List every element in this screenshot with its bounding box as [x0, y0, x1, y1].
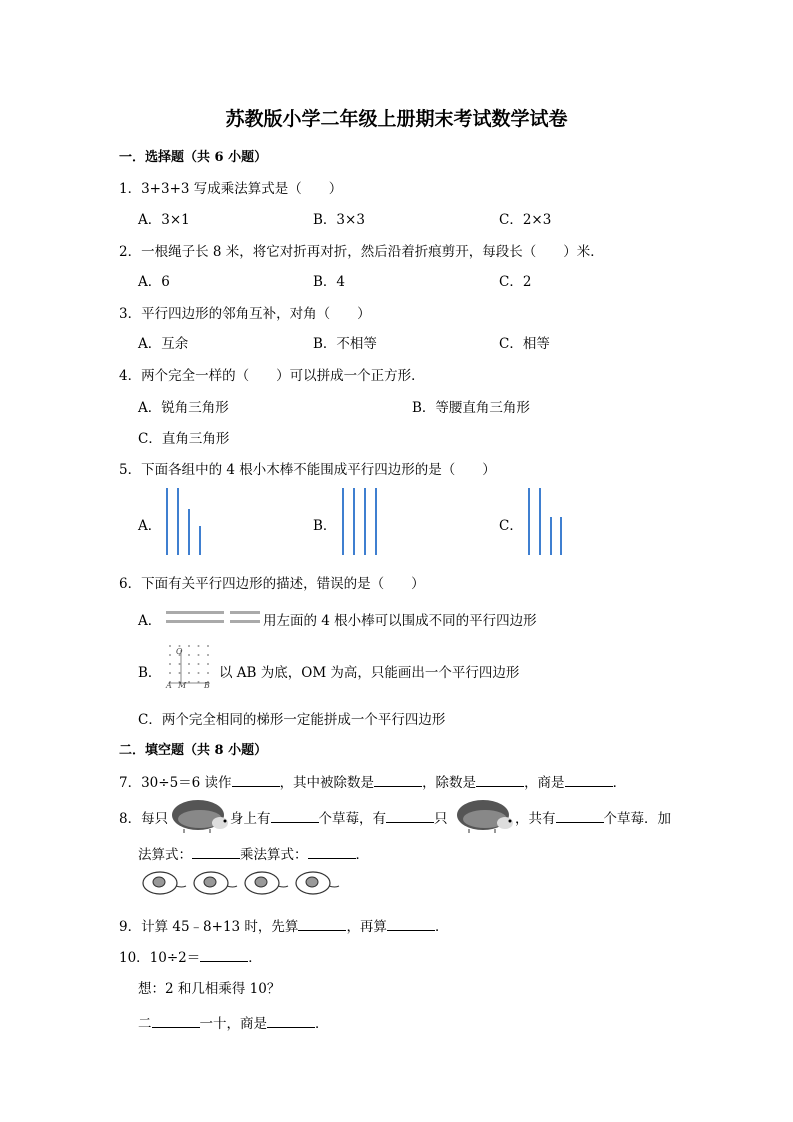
question-4-option-a: A．锐角三角形	[138, 400, 229, 416]
stick	[539, 488, 541, 555]
question-5-option-c: C．	[499, 518, 523, 534]
q9-text-3: ．	[434, 919, 449, 935]
q7-text-4: ，商是	[524, 775, 565, 791]
q7-blank-2[interactable]	[374, 772, 422, 787]
question-4-option-b: B．等腰直角三角形	[412, 400, 530, 416]
question-1-option-c: C．2×3	[499, 212, 552, 228]
grid-dot	[188, 654, 190, 656]
page-title: 苏教版小学二年级上册期末考试数学试卷	[225, 108, 568, 130]
q9-blank-2[interactable]	[387, 916, 435, 931]
question-6-stem: 6．下面有关平行四边形的描述，错误的是（ ）	[119, 576, 425, 592]
question-10-line-3	[138, 1012, 329, 1032]
grid-dot	[207, 672, 209, 674]
stick	[177, 488, 179, 555]
q10-blank-2[interactable]	[152, 1013, 200, 1028]
q10-text-3b: 一十，商是	[199, 1016, 267, 1032]
grid-dot	[169, 663, 171, 665]
q7-blank-3[interactable]	[476, 772, 524, 787]
hedgehog-with-strawberry	[143, 872, 186, 894]
question-3-option-a: A．互余	[138, 336, 189, 352]
grid-dot	[188, 645, 190, 647]
q7-blank-4[interactable]	[565, 772, 613, 787]
q10-text-2: ．	[248, 950, 262, 966]
question-8-line-1	[230, 807, 448, 827]
stick	[199, 526, 201, 555]
grid-dot	[169, 654, 171, 656]
q8-addition-label: 法算式：	[138, 847, 192, 863]
grid-dot	[207, 654, 209, 656]
q8-text-5: ，共有	[515, 811, 556, 827]
q10-blank-3[interactable]	[267, 1013, 315, 1028]
stick	[375, 488, 377, 555]
grid-dot	[207, 663, 209, 665]
q7-text-5: ．	[612, 775, 627, 791]
q8-blank-1[interactable]	[271, 808, 319, 823]
stick	[560, 517, 562, 555]
grid-dot	[169, 672, 171, 674]
question-3-option-b: B．不相等	[313, 336, 377, 352]
q9-text-2: ，再算	[346, 919, 387, 935]
point-b-label: B	[204, 681, 210, 690]
q10-text-3c: ．	[315, 1016, 329, 1032]
dot-grid-figure	[164, 642, 214, 690]
question-10	[119, 946, 262, 966]
q8-multiplication-label: 乘法算式：	[240, 847, 308, 863]
question-4-option-c: C．直角三角形	[138, 431, 230, 447]
four-bars-image	[166, 611, 260, 625]
question-6-option-a-text: 用左面的 4 根小棒可以围成不同的平行四边形	[263, 613, 537, 629]
q8-text-6: 个草莓．加	[603, 811, 671, 827]
q7-text-1: 7．30÷5＝6 读作	[119, 775, 232, 791]
hedgehog-with-strawberry	[194, 872, 237, 894]
question-2-option-a: A．6	[138, 274, 170, 290]
stick	[188, 509, 190, 555]
question-1-option-a: A．3×1	[138, 212, 190, 228]
q8-text-4: 只	[434, 811, 448, 827]
stick	[528, 488, 530, 555]
hedgehog-icon	[455, 795, 515, 835]
q7-blank-1[interactable]	[232, 772, 280, 787]
question-10-hint: 想：2 和几相乘得 10？	[138, 981, 281, 997]
q8-text-2: 身上有	[230, 811, 271, 827]
question-9	[119, 915, 448, 935]
stick	[353, 488, 355, 555]
q10-text-3a: 二	[138, 1016, 152, 1032]
section-heading-choice: 一．选择题（共 6 小题）	[119, 150, 268, 165]
grid-dot	[198, 672, 200, 674]
question-3-option-c: C．相等	[499, 336, 550, 352]
stick	[364, 488, 366, 555]
question-2-stem: 2．一根绳子长 8 米，将它对折再对折，然后沿着折痕剪开，每段长（ ）米．	[119, 244, 604, 260]
q9-text-1: 9．计算 45﹣8+13 时，先算	[119, 919, 299, 935]
hedgehog-row-image	[138, 868, 348, 898]
stick	[342, 488, 344, 555]
question-6-option-c: C．两个完全相同的梯形一定能拼成一个平行四边形	[138, 712, 446, 728]
section-heading-fill: 二．填空题（共 8 小题）	[119, 743, 268, 758]
q8-blank-multiplication[interactable]	[308, 844, 356, 859]
grid-dot	[179, 663, 181, 665]
grid-dot	[188, 663, 190, 665]
question-3-stem: 3．平行四边形的邻角互补，对角（ ）	[119, 306, 371, 322]
hedgehog-with-strawberry	[245, 872, 288, 894]
q8-blank-3[interactable]	[556, 808, 604, 823]
q8-text-1: 8．每只	[119, 811, 169, 827]
q7-text-3: ，除数是	[422, 775, 477, 791]
point-o-label: O	[176, 647, 183, 656]
question-1-option-b: B．3×3	[313, 212, 365, 228]
question-6-option-b-label: B．	[138, 665, 162, 681]
stick	[550, 517, 552, 555]
point-m-label: M	[178, 681, 187, 690]
question-1-stem: 1．3+3+3 写成乘法算式是（ ）	[119, 181, 343, 197]
grid-dot	[207, 645, 209, 647]
question-6-option-b-text: 以 AB 为底，OM 为高，只能画出一个平行四边形	[219, 665, 520, 681]
question-2-option-b: B．4	[313, 274, 346, 290]
question-6-option-a-label: A．	[138, 613, 162, 629]
point-a-label: A	[166, 681, 172, 690]
question-7	[119, 771, 626, 791]
question-8-line-2	[138, 843, 369, 863]
grid-dot	[179, 672, 181, 674]
question-5-stem: 5．下面各组中的 4 根小木棒不能围成平行四边形的是（ ）	[119, 462, 496, 478]
grid-dot	[198, 663, 200, 665]
question-5-option-b: B．	[313, 518, 337, 534]
q8-blank-2[interactable]	[386, 808, 434, 823]
grid-dot	[169, 645, 171, 647]
q7-text-2: ，其中被除数是	[279, 775, 375, 791]
question-2-option-c: C．2	[499, 274, 532, 290]
q8-blank-addition[interactable]	[192, 844, 240, 859]
q8-text-end: ．	[355, 847, 369, 863]
grid-dot	[188, 672, 190, 674]
q10-text-1: 10．10÷2＝	[119, 950, 201, 966]
grid-dot	[198, 654, 200, 656]
q9-blank-1[interactable]	[298, 916, 346, 931]
q8-text-3: 个草莓，有	[318, 811, 386, 827]
question-4-stem: 4．两个完全一样的（ ）可以拼成一个正方形．	[119, 368, 425, 384]
hedgehog-icon	[170, 795, 230, 835]
question-8-line-1b	[515, 807, 671, 827]
question-5-option-a: A．	[138, 518, 162, 534]
q10-blank-1[interactable]	[200, 947, 248, 962]
stick	[166, 488, 168, 555]
grid-dot	[198, 645, 200, 647]
hedgehog-with-strawberry	[296, 872, 339, 894]
